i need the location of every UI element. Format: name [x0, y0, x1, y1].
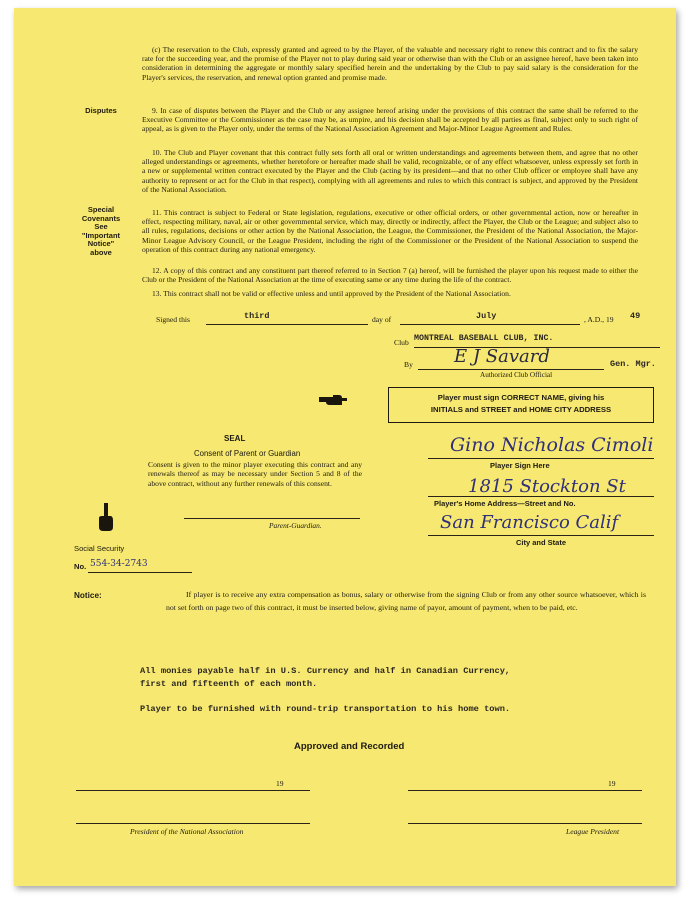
player-city-field [428, 534, 654, 536]
clause-11-text: 11. This contract is subject to Federal or State legislation, regulations, executive or other official orders, or other governmental action, now or hereafter in effect, respecting military, naval, air or other governmental service, which may, directly or indirectly, affect the Player, the Club or the League; and subject also to all rules, regulations, decisions or other action by the National Association, the League, the Commissioner, the President of the National Association, the Major-Minor League Advisory Council, or the League President, including the right of the Commissioner or the President of the National Association to suspend the operation of this contract during any national emergency. [142, 208, 638, 254]
seal-label: SEAL [224, 434, 246, 443]
contract-page [14, 8, 676, 886]
clause-10 [142, 148, 638, 194]
year-value: 49 [630, 311, 641, 321]
ad-prefix: , A.D., 19 [584, 315, 614, 324]
club-value: MONTREAL BASEBALL CLUB, INC. [414, 334, 554, 343]
clause-11 [142, 208, 638, 254]
notice-text [166, 588, 646, 614]
ssn-line [74, 559, 224, 576]
official-label: Authorized Club Official [480, 371, 553, 379]
consent-title: Consent of Parent or Guardian [194, 449, 301, 458]
approved-title: Approved and Recorded [294, 741, 405, 752]
signed-prefix: Signed this [156, 315, 190, 324]
player-sign-label: Player Sign Here [490, 461, 550, 470]
social-security-label: Social Security [74, 544, 125, 553]
approval-left-date-field [76, 789, 310, 791]
ssn-value: 554-34-2743 [90, 559, 148, 569]
special-line: Notice" [87, 239, 115, 249]
special-line: Covenants [81, 213, 121, 223]
pointing-hand-icon [318, 392, 348, 408]
approval-right-label: League President [566, 827, 620, 836]
special-line: "Important [81, 230, 121, 240]
special-covenants-label [64, 206, 138, 258]
clause-9 [142, 106, 638, 134]
consent-text-body: Consent is given to the minor player executing this contract and any renewals thereof as may be necessary under Section 5 and 8 of the above contract, without any further renewals of this consent. [148, 460, 362, 488]
approval-right-signature-field [408, 822, 642, 824]
parent-guardian-label: Parent-Guardian. [269, 521, 322, 530]
special-line: above [90, 247, 112, 257]
player-address: 1815 Stockton St [468, 476, 626, 497]
player-signature-field [428, 457, 654, 459]
day-value: third [244, 311, 270, 321]
special-line: Special [87, 205, 115, 214]
clause-c-text: (c) The reservation to the Club, expressly granted and agreed to by the Player, of the valuable and necessary right to renew this contract and to fix the salary rate for the succeeding year, and the promise of the Player not to play during said year or otherwise than with the Club or an assignee hereof, have been taken into consideration in determining the aggregate or monthly salary specified herein and the undertaking by the Club to pay said salary is the consideration for the Player's services, the reservation, and renewal option granted and promise made. [142, 45, 638, 82]
must-sign-line2: INITIALS and STREET and HOME CITY ADDRESS [430, 405, 612, 414]
approval-left-year: 19 [276, 779, 284, 788]
pointing-finger-icon [98, 502, 114, 532]
by-line [404, 346, 664, 384]
typed-line-2: first and fifteenth of each month. [140, 679, 318, 689]
official-title: Gen. Mgr. [610, 359, 656, 369]
signed-line [156, 311, 656, 329]
ssn-prefix: No. [74, 562, 87, 571]
disputes-label: Disputes [85, 106, 117, 115]
clause-12 [142, 266, 638, 284]
clause-10-text: 10. The Club and Player covenant that this contract fully sets forth all oral or written understandings and agreements between them, and agree that no other alleged understandings or agreements, whether heretofore or hereafter made shall be valid, recognizable, or of any effect whatsoever, unless expressly set forth in a new or supplemental written contract executed by the Player and the Club (acting by its president—and that no other Club officer or employee shall have any authority to represent or act for the Club in that respect), complying with all agreements and rules to which this contract is subject, and approved by the President of the National Association. [142, 148, 638, 194]
approval-right-year: 19 [608, 779, 616, 788]
clause-13-text: 13. This contract shall not be valid or effective unless and until approved by the President of the National Association. [152, 289, 511, 298]
day-suffix: day of [372, 315, 392, 324]
player-city: San Francisco Calif [440, 512, 619, 533]
player-address-label: Player's Home Address—Street and No. [434, 499, 576, 508]
month-value: July [476, 311, 497, 321]
notice-label: Notice: [74, 591, 102, 600]
clause-9-text: 9. In case of disputes between the Player and the Club or any assignee hereof arising under the provisions of this contract the same shall be referred to the Executive Committee or the Commissioner as the case may be, as umpire, and his decision shall be accepted by all parties as final, subject only to such right of appeal, as is given to the Player only, under the terms of the National Association Agreement and Major-Minor League Agreement and Rules. [142, 106, 638, 134]
official-signature: E J Savard [454, 346, 550, 367]
must-sign-box [388, 387, 654, 423]
clause-12-text: 12. A copy of this contract and any constituent part thereof referred to in Section 7 (a) hereof, will be furnished the player upon his request made to either the Club or the President of the National Association at the time of executing same or any time during the life of the contract. [142, 266, 638, 285]
clause-13 [142, 289, 638, 298]
player-city-label: City and State [516, 538, 567, 547]
club-label: Club [394, 338, 409, 347]
typed-line-3: Player to be furnished with round-trip transportation to his home town. [140, 704, 511, 714]
typed-line-1: All monies payable half in U.S. Currency and half in Canadian Currency, [140, 666, 511, 676]
approval-left-label: President of the National Association [130, 827, 244, 836]
consent-text [148, 460, 362, 488]
must-sign-line1: Player must sign CORRECT NAME, giving his [437, 393, 605, 402]
by-label: By [404, 360, 413, 369]
notice-text-body: If player is to receive any extra compensation as bonus, salary or otherwise from the signing Club or from any other source whatsoever, which is not set forth on page two of this contract, it must be inserted below, giving name of payor, amount of payment, when to be paid, etc. [166, 590, 646, 613]
player-address-field [428, 495, 654, 497]
approval-left-signature-field [76, 822, 310, 824]
approval-right-date-field [408, 789, 642, 791]
special-line: See [94, 222, 108, 232]
parent-guardian-field [184, 517, 360, 519]
player-signature: Gino Nicholas Cimoli [450, 434, 654, 456]
day-field [206, 312, 368, 325]
clause-c [142, 45, 638, 82]
